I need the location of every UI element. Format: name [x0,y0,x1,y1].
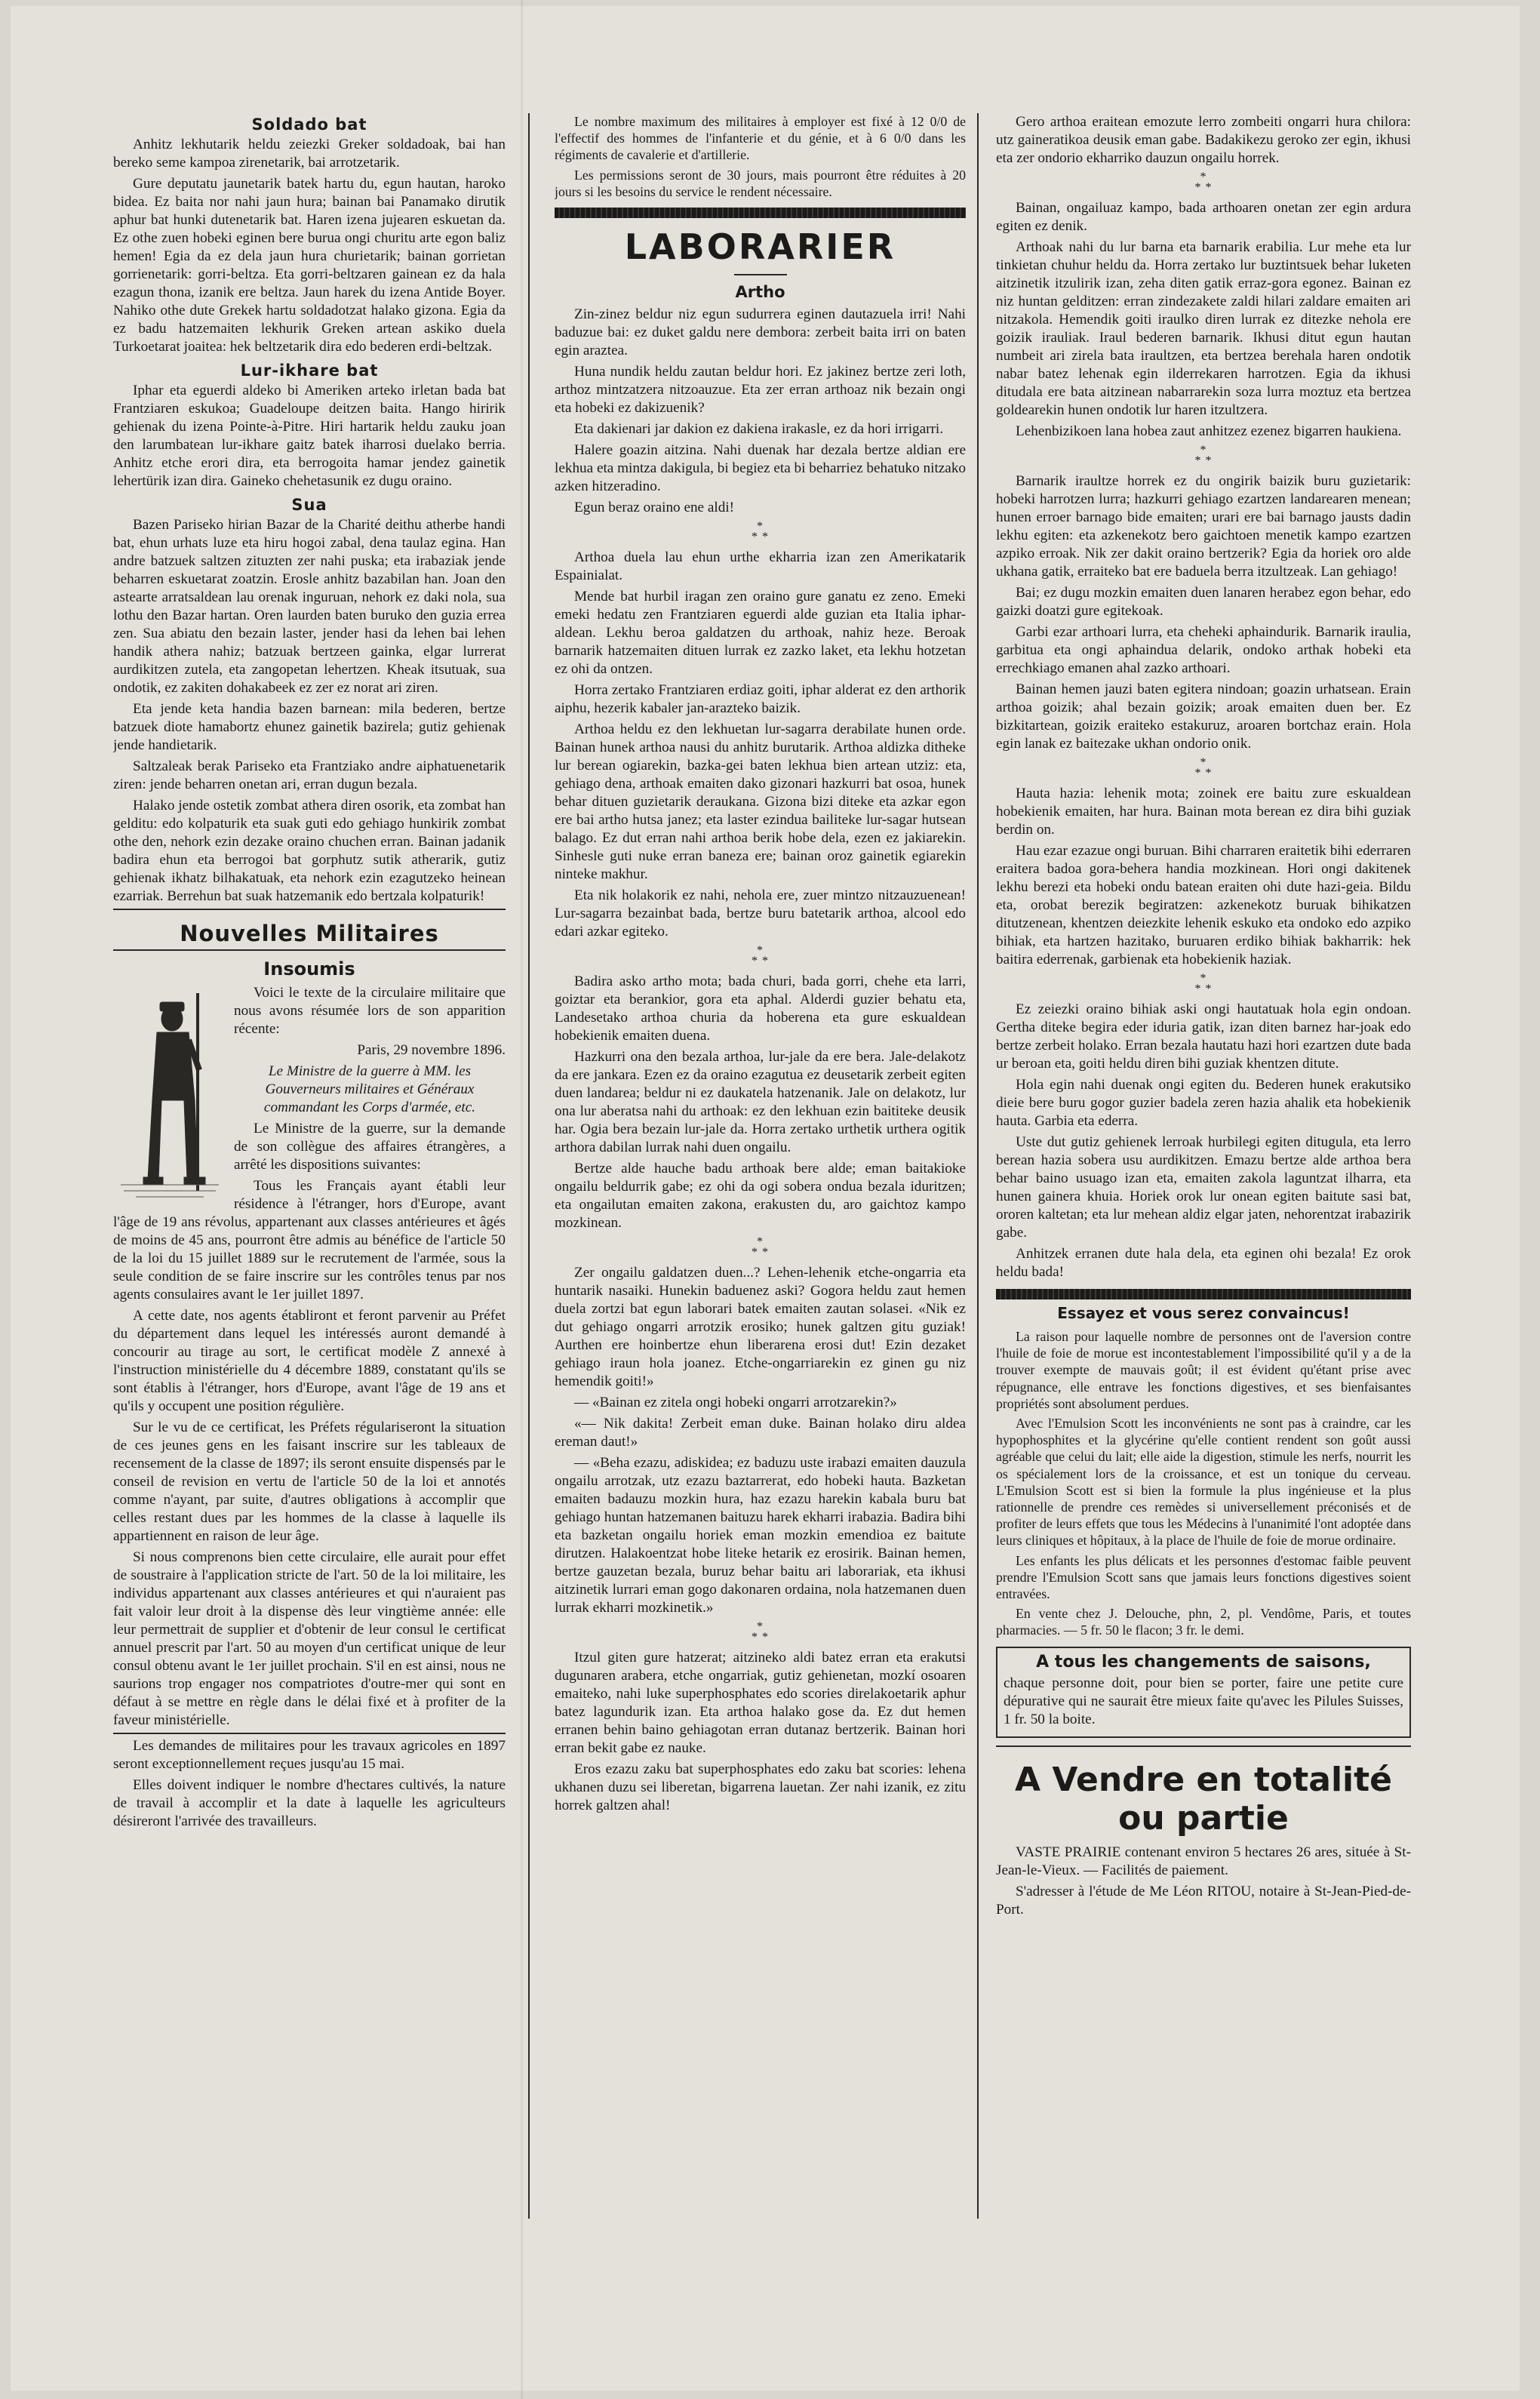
asterism: * * * [752,1620,769,1644]
paragraph: Bainan hemen jauzi baten egitera nindoan; goazin urhatsean. Erain arthoa goizik; ahal bezain goizik; aroak emaiten duen ber. Ez bizkitartean, goizik eraiteko estakuruz, aroaren bortchaz erain. Hola egin lanak ez baitezake ukhan ondorio onik. [996,681,1411,752]
paragraph: Uste dut gutiz gehienek lerroak hurbilegi egiten ditugula, eta lerro berean hazia sobera usu aurdikitzen. Emazu bertze alde arthoa bera behar baino usuago izan eta, emaiten zakola laguntzat ilharra, eta hunen gainera khuia. Horiek orok lur onean egiten baitute sasi bat, ororen kaltetan; eta lur mehean aldiz elgar jaten, nehorentzat irabazirik gabe. [996,1134,1411,1241]
paragraph: Zer ongailu galdatzen duen...? Lehen-lehenik etche-ongarria eta huntarik nasaiki. Hunekin baduenez aski? Gogora heldu zaut hemen duela zortzi bat egun laborari batek emaiten zautan solasei. «Nik ez dut gehiago ongarri arrotzik erosiko; hunek galtzen gitu guziak! Aurthen ere hoinbertze ehun liberarena erosi dut! Ezin dezaket gehiago iraun hola joanez. Etche-ongarriarekin ez ginen gu niz hemendik goiti!» [555,1265,966,1390]
paragraph: Eta dakienari jar dakion ez dakiena irakasle, ez da hori irrigarri. [574,421,944,438]
paragraph: Le nombre maximum des militaires à employer est fixé à 12 0/0 de l'effectif des hommes de l'infanterie et du génie, et à 6 0/0 dans les régiments de cavalerie et d'artillerie. [555,114,966,163]
paragraph: Hauta hazia: lehenik mota; zoinek ere baitu zure eskualdean hobekienik emaiten, har hura. Bainan mota berean ez dira bihi guziak berdin on. [996,786,1411,838]
heading-soldado-bat: Soldado bat [251,115,367,134]
paragraph: Hau ezar ezazue ongi buruan. Bihi charraren eraitetik bihi ederraren eraitera badoa gora-behera handia mozkinean. Hori ongi dakitenek lekhu berezi eta hobeki ondu batean eraiten ohi dute hazi-geia. Bildu eta, orobat berezik begiratzen: azkenekotz buruak bihikatzen ditutzenean, khentzen deiezkite lehenik eskuko eta ondoko edo azpiko bihiak, eta hartzen hazitako, buruaren erdiko bihiak bakharrik: hek baitira ederrenak, garbienak eta hobekienik haziak. [996,843,1411,967]
section-soldado-bat [113,136,506,356]
heading-insoumis: Insoumis [263,958,355,980]
paragraph: Lehenbizikoen lana hobea zaut anhitzez ezenez bigarren haukiena. [1016,423,1402,439]
paragraph: Huna nundik heldu zautan beldur hori. Ez jakinez bertze zeri loth, arthoz mintzatzera nitzoauzue. Eta zer erran arthoaz nik bezain ongi eta hobeki ez dakizuenik? [555,364,966,417]
decorative-rule [555,208,966,218]
decorative-rule [996,1289,1411,1299]
paragraph: Arthoa heldu ez den lekhuetan lur-sagarra derabilate hunen orde. Bainan hunek arthoa nausi du anhitz burutarik. Arthoa aldizka ditheke lur berean ogiarekin, bazka-gei baten lekhua bien artean utziz: eta, gehiago dena, arthoak emaiten dako gizonari hazkurri bat osoa, hunek behar dituen guzietarik deraukana. Gizona bizi diteke eta azkar egon ere bai artho hutsa janez; eta laster ezindua bailiteke lur-sagar hutsean balago. Ez dut erran nahi arthoa berik hobe dela, ezen ez jakiarekin. Sinhesle guti nuke erran baneza ere; bainan oroz gainetik egiarekin ninteke makhur. [555,721,966,883]
paragraph: Egun beraz oraino ene aldi! [574,500,735,516]
column-right [996,113,1411,2256]
asterism: * * * [1194,972,1213,995]
heading-nouvelles-militaires: Nouvelles Militaires [180,921,439,946]
divider [996,1745,1411,1747]
paragraph: Tous les Français ayant établi leur résidence à l'étranger, hors d'Europe, avant l'âge de 19 ans révolus, appartenant aux classes antérieures et âgés de moins de 45 ans, pourront être admis au bénéfice de l'article 50 de la loi du 15 juillet 1889 sur le recrutement de l'armée, sous la seule condition de se faire inscrire sur les contrôles tenus par nos agents consulaires avant le 1er juillet 1897. [113,1178,506,1303]
paragraph: Saltzaleak berak Pariseko eta Frantziako andre aiphatuenetarik ziren: jende beharren onetan ari, erran dugun bezala. [113,758,506,792]
paragraph: Itzul giten gure hatzerat; aitzineko aldi batez erran eta erakutsi dugunaren arabera, etche ongarriak, gutiz gehienetan, mozkí osoaren emaiteko, nahi luke superphosphates edo scories direlakoetarik aphur batez lagundurik izan. Eta arthoa halako gose da. Ez dut hemen erranen behin baino gehiagotan erran dutanaz bertzerik. Bainan hori erran bekit gabe ez nauke. [555,1650,966,1757]
paragraph: Eros ezazu zaku bat superphosphates edo zaku bat scories: lehena ukhanen duzu sei liberetan, bigarrena lauetan. Zer nahi izanik, ez zitu horrek galtzen ahal! [555,1761,966,1814]
paragraph: Les demandes de militaires pour les travaux agricoles en 1897 seront exceptionnellement reçues jusqu'au 15 mai. [113,1738,506,1772]
paragraph: Iphar eta eguerdi aldeko bi Ameriken arteko irletan bada bat Frantziaren eskukoa; Guadeloupe deitzen baita. Hango hiririk gehienak du izena Pointe-à-Pitre. Hiri hartarik heldu zauku joan den larumbatean lur-ikhare gaitz batek iharrosi duelako berria. Anhitz etche erori dira, eta berrogoita hamar jendez gainetik lehertürik izan dira. Gaineko chehetasunik ez dugu oraino. [113,383,506,489]
soldier-illustration [113,987,226,1206]
paragraph: Sur le vu de ce certificat, les Préfets régulariseront la situation de ces jeunes gens en les faisant inscrire sur les tableaux de recensement de la classe de 1897; ils seront ensuite dispensés par le conseil de revision en vertu de l'article 50 de la loi et annotés comme n'ayant, par suite, d'autres obligations à accomplir que celles restant dues par les hommes de la classe à laquelle ils appartiennent en raison de leur âge. [113,1419,506,1544]
paragraph: Eta jende keta handia bazen barnean: mila bederen, bertze batzuek diote hamabortz ehunez gainetik bazirela; gutiz gehienak jende handietarik. [113,701,506,753]
page-fold [521,0,523,2399]
paragraph: — «Beha ezazu, adiskidea; ez baduzu uste irabazi emaiten dauzula ongailu arrotzak, utz ezazu baztarrerat, edo hobeki hauta. Bazketan emaiten badauzu mozkin hura, haz ezazu harekin kabala buru bat gehiago huntan hatzemanen baituzu harek ekharri irabazia. Badira bihi eta bazketan ongailu horiek eman mozkin emendioa ez baitute dirutzen. Halakoentzat hobe liteke hetarik ez erosirik. Bainan hemen, bertze gauzetan bezala, buruz behar baitu ari laborariak, eta ikhusi aitzinetik lurrari eman gogo dakonaren ordaina, nola hatzemanen duen lurrak ekharri mozkinetik.» [555,1455,966,1616]
asterism: * * * [752,944,769,968]
column-middle [555,113,966,2241]
addressee: Le Ministre de la guerre à MM. les Gouverneurs militaires et Généraux commandant les Corps d'armée, etc. [263,1063,476,1115]
paragraph: Halako jende ostetik zombat athera diren osorik, eta zombat han gelditu: edo kolpaturik eta suak guti edo gehiago hunkirik zombat othe den, nehork ezin dezake oraino chuchen erran. Bainan jadanik badira ehun eta berrogoi bat gorphutz sutik atherarik, gutiz gehienak ikhatz bilhakatuak, eta nehork ezin ezagutzeko heinean ezarriak. Berrehun bat suak hatzemanik edo bertzala kolpaturik! [113,798,506,904]
asterism: * * * [752,1235,769,1259]
heading-lur-ikhare-bat: Lur-ikhare bat [240,361,379,380]
paragraph: — «Bainan ez zitela ongi hobeki ongarri arrotzarekin?» [574,1395,897,1411]
paragraph: Anhitzek erranen dute hala dela, eta eginen ohi bezala! Ez orok heldu bada! [996,1246,1411,1280]
paragraph: Horra zertako Frantziaren erdiaz goiti, iphar alderat ez den arthorik aiphu, hezerik kabaler jan-arazteko baizik. [555,682,966,717]
paragraph: Le Ministre de la guerre, sur la demande de son collègue des affaires étrangères, a arrêté les dispositions suivantes: [234,1121,506,1173]
paragraph: Arthoak nahi du lur barna eta barnarik erabilia. Lur mehe eta lur tinkietan chuhur heldu da. Horra zertako lur buztintsuek behar luketen aitzinetik itzulirik izan, zeha diten gatik erraz-gora egonez. Bainan ez niz huntan gelditzen: erran zindezakete zaldi hilari zaldare emaiten ari nitzakola. Hemendik goiti iraulko diren lurrak ez ditezke nehola ere goizik irauliak. Iraul bederen barnarik. Ikhusi ditut egun hautan numbeit ari zirela bata iraultzen, eta bertzea berehala haren ondotik nabar batez lehenak egin ilderrekaren harrotzen. Egia da ikhusi ditudala ere bata aitzinean nabarrarekin soza lurra moztuz eta bertzea goldearekin hunen ondotik lur haren itzultzera. [996,239,1411,418]
paragraph: Halere goazin aitzina. Nahi duenak har dezala bertze aldian ere lekhua eta mintza dakigula, bi begiez eta bi beharriez behatuko nitzako azken hitzeradino. [555,442,966,495]
paragraph: Bainan, ongailuaz kampo, bada arthoaren onetan zer egin ardura egiten ez denik. [996,200,1411,234]
divider [734,274,787,275]
paragraph: Hazkurri ona den bezala arthoa, lur-jale da ere bera. Jale-delakotz da ere jankara. Ezen ez da oraino ezagutua ez deusetarik zerbeit egiten duen landarea; beldur ni ez daukatela hatzenanik. Jale on delakotz, lur ona lur aberatsa nahi du arthoak: ez den lekhuan ezin baititeke deusik har. Ogia bera bezain lur-jale da. Horra zertako urthetik urthera ogitik arthora dabilan lurrak nahi duen ongailu. [555,1049,966,1156]
paragraph: Bai; ez dugu mozkin emaiten duen lanaren herabez egon behar, edo gaizki doatzi gure egitekoak. [996,585,1411,619]
paragraph: Les permissions seront de 30 jours, mais pourront être réduites à 20 jours si les besoins du service le rendent nécessaire. [555,167,966,199]
sale-contact: S'adresser à l'étude de Me Léon RITOU, notaire à St-Jean-Pied-de-Port. [996,1883,1411,1918]
heading-laborarier: LABORARIER [624,226,896,268]
paragraph: Si nous comprenons bien cette circulaire, elle aurait pour effet de soustraire à l'application stricte de l'art. 50 de la loi militaire, les individus appartenant aux classes antérieures et qui n'auraient pas fait valoir leur droit à la dispense dès leur vingtième année: elle leur permettrait de supplier et d'obtenir de leur consul le certificat annuel prescrit par l'art. 50 au moyen d'un certificat unique de leur consul obtenu avant le 1er juillet prochain. S'il en est ainsi, nous ne saurions trop engager nos compatriotes d'outre-mer qui sont en défaut à se mettre en règle dans le délai fixé et à profiter de la faveur ministérielle. [113,1549,506,1728]
advert-text: La raison pour laquelle nombre de personnes ont de l'aversion contre l'huile de foie de morue est incontestablement l'impossibilité qu'il y a de la trouver exempte de mauvais goût; il est évident qu'étant prise avec répugnance, elle entrave les fonctions digestives, et ses bienfaisantes propriétés sont absolument perdues. [996,1329,1411,1411]
advert-text: Les enfants les plus délicats et les personnes d'estomac faible peuvent prendre l'Emulsion Scott sans que jamais leurs fonctions digestives soient entravées. [996,1552,1411,1602]
paragraph: Garbi ezar arthoari lurra, eta cheheki aphaindurik. Barnarik iraulia, garbitua eta ongi aphaindua delarik, ondoko arthak hobeki eta errechkiago emanen ahal zazko arthoari. [996,624,1411,676]
paragraph: Zin-zinez beldur niz egun sudurrera eginen dautazuela irri! Nahi baduzue bai: ez duket galdu nere dembora: zerbeit baita irri on baten egin araztea. [555,306,966,359]
column-rule-1 [528,113,530,2219]
advert-text: chaque personne doit, pour bien se porter, faire une petite cure dépurative qui ne saurait être mieux faite qu'avec les Pilules Suisses, 1 fr. 50 la boite. [1004,1675,1403,1727]
heading-artho: Artho [735,283,785,302]
heading-a-vendre: A Vendre en totalité ou partie [1014,1760,1393,1838]
paragraph: Bazen Pariseko hirian Bazar de la Charité deithu atherbe handi bat, ehun urhats luze eta hiru hogoi zabal, dena taulaz egina. Han andre batzuek saltzen zituzten zer nahi puska; eta irabaziak jende beharren eskuetarat zoatzin. Erosle anhitz bazabilan han. Joan den astearte arratsaldean lau orenak inguruan, nehork ez daki nola, sua lothu den Bazar hartan. Oren laurden baten buruko den guzia errea zen. Sua abiatu den bezain laster, jender hasi da lehen bai lehen handik athera nahiz; batzuak bertzeen gainka, elgar lurrerat aurdikitzen zutela, eta zangopetan lehertzen. Kheak itsutuak, sua ondotik, ez zakiten dohakabeek ez zer ez norat ari ziren. [113,517,506,696]
advert-headline: A tous les changements de saisons, [1036,1652,1371,1672]
paragraph: Elles doivent indiquer le nombre d'hectares cultivés, la nature de travail à accomplir et la date à laquelle les agriculteurs désireront l'arrivée des travailleurs. [113,1777,506,1829]
column-left [113,113,506,2256]
column-rule-2 [977,113,979,2219]
asterism: * * * [1194,171,1213,194]
advert-emulsion-scott [996,1304,1411,1639]
paragraph: Gero arthoa eraitean emozute lerro zombeiti ongarri hura chilora: utz gaineratikoa deusik eman gabe. Badakikezu geroko zer egin, ikhusi eta zer ondorio ekharriko dauzun ongailu horrek. [996,114,1411,166]
paragraph: Hola egin nahi duenak ongi egiten du. Bederen hunek erakutsiko dieie bere buru gogor guzier badela zeren hazia ahalik eta hobekienik hauta. Garbia eta ederra. [996,1077,1411,1129]
paragraph: «— Nik dakita! Zerbeit eman duke. Bainan holako diru aldea ereman daut!» [555,1416,966,1450]
paragraph: Ez zeiezki oraino bihiak aski ongi hautatuak hola egin ondoan. Gertha diteke begira eder iduria gatik, izan diten barnez har-joak edo bertze zerbeit holako. Erran bezala hautatu hazi hori ezartzen dute bada ur beroan eta, goiti heldu diren bihi guziak khentzen ditute. [996,1001,1411,1072]
paragraph: Arthoa duela lau ehun urthe ekharria izan zen Amerikatarik Espainialat. [555,549,966,584]
dateline: Paris, 29 novembre 1896. [357,1042,506,1058]
divider [113,909,506,910]
advert-text: Avec l'Emulsion Scott les inconvénients ne sont pas à craindre, car les hypophosphites et la glycérine qu'elle contient rendent son goût aussi agréable que celui du lait; elle aide la digestion, stimule les nerfs, nourrit les os spécialement lors de la croissance, et est un tonique du cerveau. L'Emulsion Scott est si bien la formule la plus ingénieuse et la plus rationnelle de prendre ces remèdes si universellement préconisés et de profiter de leurs effets que tous les Médecins à l'unanimité l'ont adoptée dans leurs cliniques et hôpitaux, à la place de l'huile de foie de morue ordinaire. [996,1416,1411,1549]
paragraph: Badira asko artho mota; bada churi, bada gorri, chehe eta larri, goiztar eta berankior, gora eta aphal. Alderdi guzier behatu eta, Landesetako arthoa churia da hoberena eta gure eskualdean hobekienik emaiten duena. [555,973,966,1044]
advert-headline: Essayez et vous serez convaincus! [1057,1304,1350,1322]
divider [113,1733,506,1734]
divider [113,949,506,951]
paragraph: Eta nik holakorik ez nahi, nehola ere, zuer mintzo nitzauzuenean! Lur-sagarra bezainbat bada, bertze buru batetarik arthoa, alcool edo edari azkar egiteko. [555,887,966,940]
sale-notice: VASTE PRAIRIE contenant environ 5 hectares 26 ares, située à St-Jean-le-Vieux. — Facilités de paiement. [996,1844,1411,1878]
paragraph: Voici le texte de la circulaire militaire que nous avons résumée lors de son apparition récente: [234,985,506,1037]
advert-pilules-suisses [996,1647,1411,1738]
asterism: * * * [752,520,769,544]
asterism: * * * [1194,756,1213,780]
advert-text: En vente chez J. Delouche, phn, 2, pl. Vendôme, Paris, et toutes pharmacies. — 5 fr. 50 le flacon; 3 fr. le demi. [996,1606,1411,1638]
heading-sua: Sua [291,496,327,514]
paragraph: Gure deputatu jaunetarik batek hartu du, egun hautan, haroko bidea. Ez baita nor nahi jaun hura; bainan bai Panamako dirutik aphur bat hunki dutenetarik bat. Haren izena jujearen eskuetan da. Ez othe zuen hobeki eginen bere burua ongi churitu arte egon baliz hemen! Egia da ez dela jaun hura churietarik; bainan gorrietan gorrienetarik: gorri-beltza. Eta gorri-beltzaren gainean ez da hala ezagun thona, izanik ere beltza. Jaun harek du izena Antide Boyer. Nahiko othe dute Grekek hartu soldadotzat halako gizona. Egia da ez badu hatzemaiten lekhurik Greken artean askiko duela Turkoetarat joaitea: hek beltzetarik dira edo bederen erdi-beltzak. [113,176,506,355]
paragraph: A cette date, nos agents établiront et feront parvenir au Préfet du département dans lequel les intéressés auront demandé à concourir au tirage au sort, le certificat modèle Z annexé à l'instruction ministérielle du 4 décembre 1889, constatant qu'ils se sont établis à l'étranger, hors d'Europe, avant l'âge de 19 ans et qu'ils y occupent une position régulière. [113,1308,506,1414]
paragraph: Anhitz lekhutarik heldu zeiezki Greker soldadoak, bai han bereko seme kampoa zirenetarik, bai arrotzetarik. [113,137,506,171]
paragraph: Mende bat hurbil iragan zen oraino gure ganatu ez zeno. Emeki emeki hedatu zen Frantziaren eguerdi alde guzian eta Italia iphar-aldean. Lekhu beroa galdatzen du arthoak, nahiz heze. Beroak barnarik hatzemaiten dituen lurrak ez zazko laket, eta lekhu hotzetan ez ohi da ontzen. [555,589,966,678]
paragraph: Barnarik iraultze horrek ez du ongirik baizik buru guzietarik: hobeki harrotzen lurra; hazkurri gehiago ezartzen landarearen menean; hunen erroer barnago bide emaiten; urari ere bai barnago jausts dadin lekhu egiten: eta azkenekotz bero gaichtoen menetik kampo ezartzen azpiko erroak. Nik zer dakit oraino bertzerik? Egia da horiek oro alde ukhana gatik, erraiteko bat ere baduela berra itzultzeak. Lan gehiago! [996,473,1411,580]
paragraph: Bertze alde hauche badu arthoak bere alde; eman baitakioke ongailu beldurrik gabe; ez ohi da ogi sobera ondua bezala iduritzen; eta ongailutan emaiten zakona, erakusten du, aro gaichtoz kampo mozkinean. [555,1161,966,1232]
asterism: * * * [1194,444,1213,467]
